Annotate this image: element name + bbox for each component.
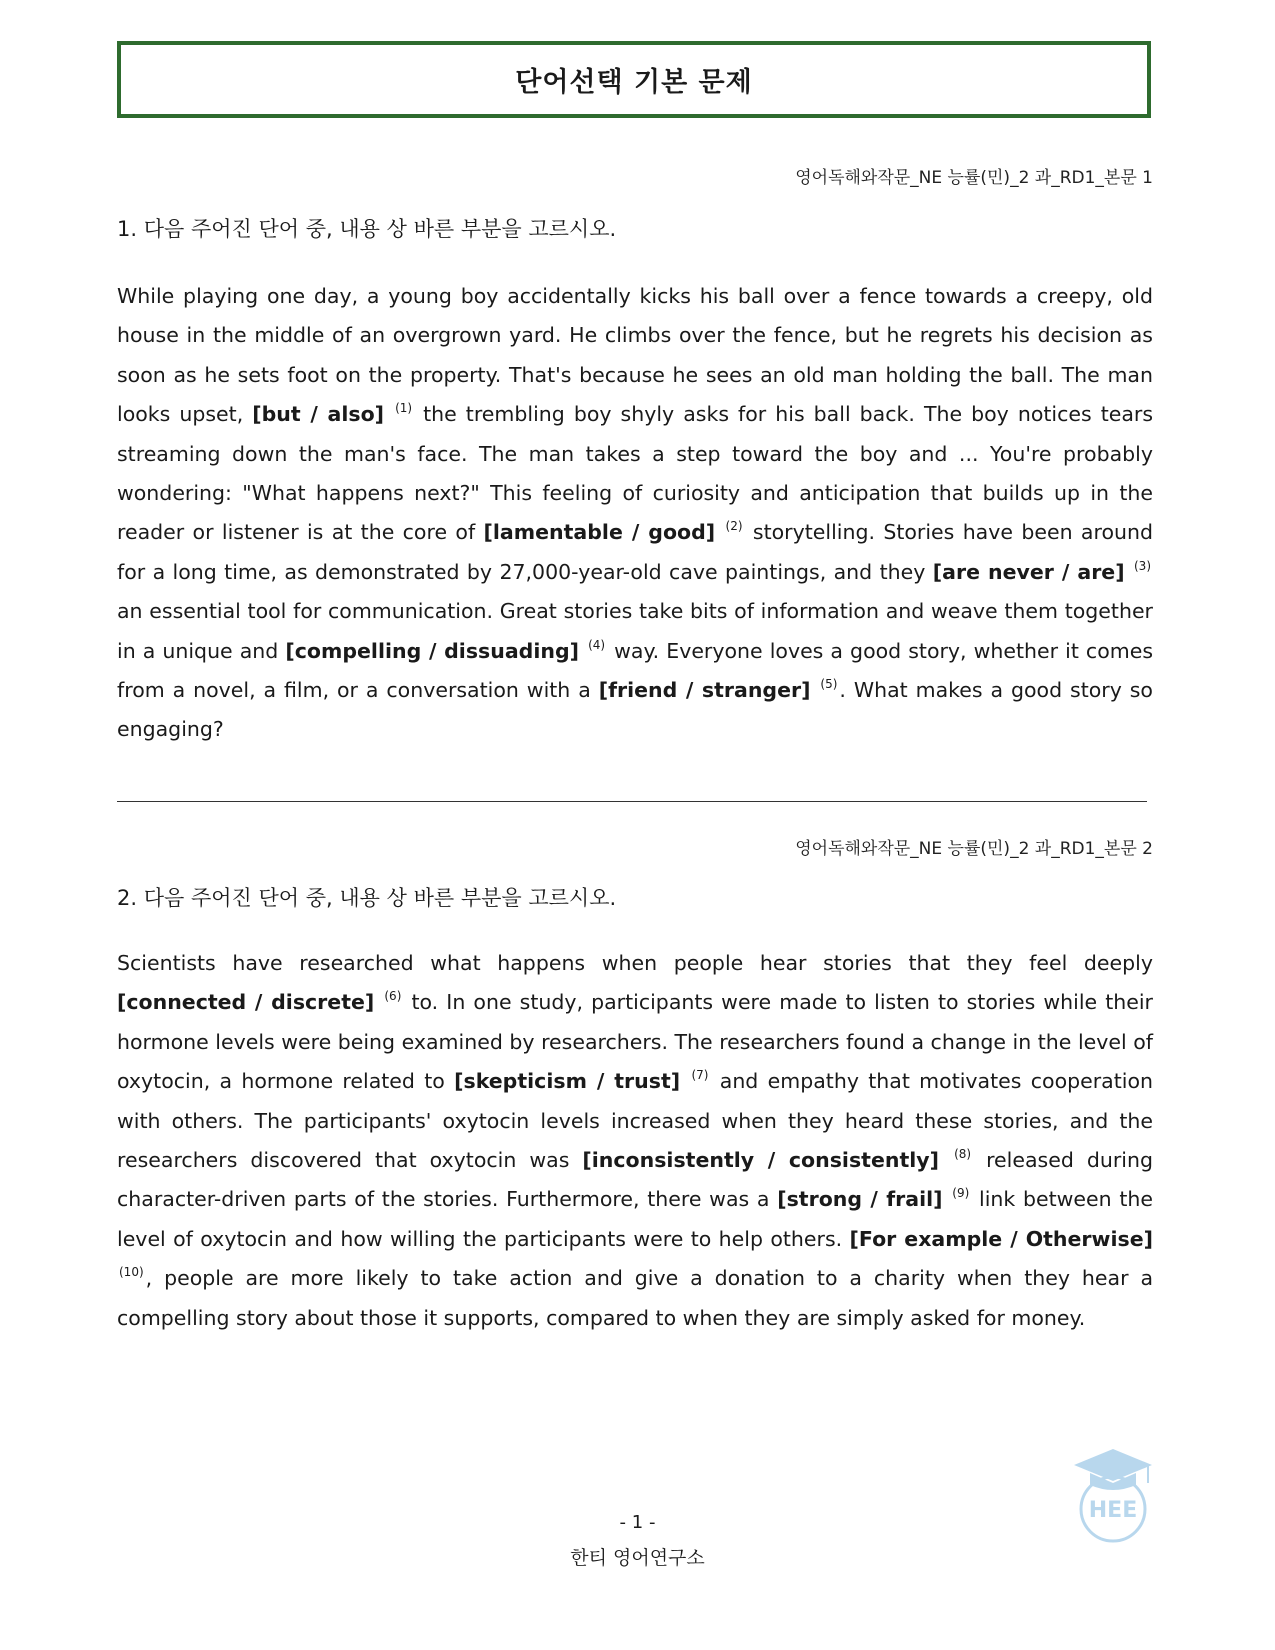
page-title: 단어선택 기본 문제 <box>515 67 753 98</box>
passage-text: link between the level of oxytocin and how willing the participants were to help others. <box>117 1187 1153 1251</box>
blank-number: (8) <box>954 1147 972 1162</box>
footer-text: 한티 영어연구소 <box>570 1547 705 1569</box>
blank-number: (6) <box>384 989 402 1004</box>
passage-text: to. In one study, participants were made to listen to stories while their hormone levels were being examined by researchers. The researchers found a change in the level of oxytocin, a hormone related to <box>117 990 1153 1094</box>
passage-text: way. Everyone loves a good story, whether it comes from a novel, a film, or a conversation with a <box>117 638 1153 703</box>
passage-text: , people are more likely to take action and give a donation to a charity when they hear a compelling story about those it supports, compared to when they are simply asked for money. <box>117 1266 1153 1330</box>
passage-text: storytelling. Stories have been around for a long time, as demonstrated by 27,000-year-old cave paintings, and they <box>117 520 1154 584</box>
title-box <box>117 41 1151 118</box>
blank-number: (1) <box>395 401 413 416</box>
word-choice[interactable]: [friend / stranger] <box>598 678 811 703</box>
passage-text: Scientists have researched what happens when people hear stories that they feel deeply <box>117 951 1153 975</box>
passage-text: While playing one day, a young boy accidentally kicks his ball over a fence towards a creepy, old house in the middle of an overgrown yard. He climbs over the fence, but he regrets his decision as soon as he sets foot on the property. That's because he sees an old man holding the ball. The man looks upset, <box>117 284 1153 427</box>
passage-text: . What makes a good story so engaging? <box>117 678 1153 742</box>
word-choice[interactable]: [For example / Otherwise] <box>849 1226 1153 1251</box>
word-choice[interactable]: [lamentable / good] <box>483 520 716 545</box>
logo-text: HEE <box>1088 1498 1138 1523</box>
passage-text: an essential tool for communication. Great stories take bits of information and weave them together in a unique and <box>117 599 1153 663</box>
section2-question: 2. 다음 주어진 단어 중, 내용 상 바른 부분을 고르시오. <box>117 886 617 910</box>
section1-passage <box>117 277 1153 750</box>
page-number: - 1 - <box>619 1512 656 1533</box>
word-choice[interactable]: [are never / are] <box>932 559 1125 584</box>
word-choice[interactable]: [skepticism / trust] <box>454 1069 681 1094</box>
blank-number: (10) <box>119 1265 144 1280</box>
section2-passage <box>117 944 1153 1338</box>
section2-source: 영어독해와작문_NE 능률(민)_2 과_RD1_본문 2 <box>795 839 1153 859</box>
blank-number: (9) <box>952 1186 970 1201</box>
word-choice[interactable]: [connected / discrete] <box>117 990 375 1015</box>
passage-text: and empathy that motivates cooperation with others. The participants' oxytocin levels increased when they heard these stories, and the researchers discovered that oxytocin was <box>117 1069 1153 1173</box>
word-choice[interactable]: [but / also] <box>252 402 385 427</box>
blank-number: (2) <box>725 519 743 534</box>
section1-question: 1. 다음 주어진 단어 중, 내용 상 바른 부분을 고르시오. <box>117 217 617 241</box>
section1-source: 영어독해와작문_NE 능률(민)_2 과_RD1_본문 1 <box>795 168 1153 188</box>
passage-text: the trembling boy shyly asks for his ball back. The boy notices tears streaming down the man's face. The man takes a step toward the boy and ... You're probably wondering: "What happens next?" This feeling of curiosity and anticipation that builds up in the reader or listener is at the core of <box>117 402 1154 545</box>
blank-number: (3) <box>1134 558 1151 573</box>
blank-number: (4) <box>588 637 606 652</box>
word-choice[interactable]: [strong / frail] <box>777 1187 943 1212</box>
blank-number: (7) <box>691 1068 709 1083</box>
passage-text: released during character-driven parts of the stories. Furthermore, there was a <box>117 1148 1153 1212</box>
section-divider <box>117 801 1147 802</box>
word-choice[interactable]: [compelling / dissuading] <box>285 638 579 663</box>
word-choice[interactable]: [inconsistently / consistently] <box>582 1148 940 1173</box>
blank-number: (5) <box>820 677 838 692</box>
